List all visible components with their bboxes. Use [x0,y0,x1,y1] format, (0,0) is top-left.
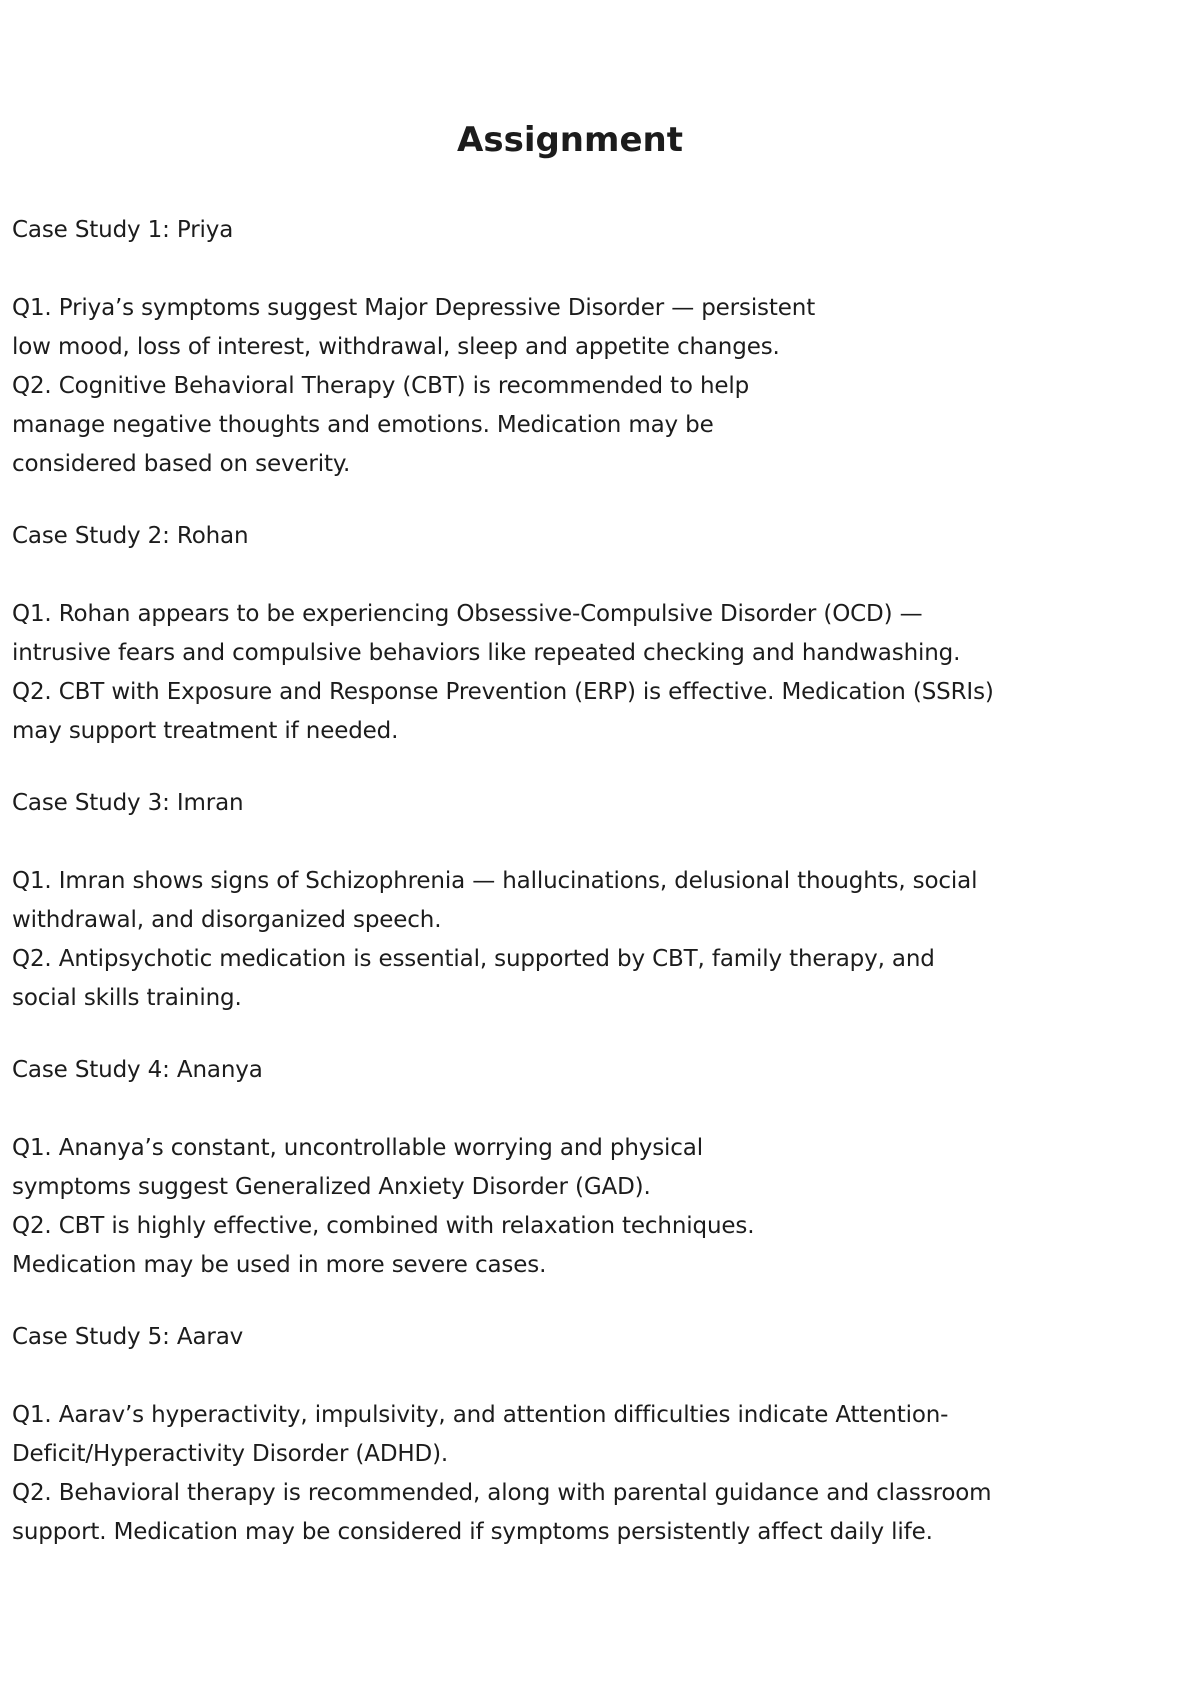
case-study-heading: Case Study 4: Ananya [12,1057,263,1083]
answer-line: support. Medication may be considered if symptoms persistently affect daily life. [12,1519,933,1545]
answer-line: social skills training. [12,985,242,1011]
case-study-answers [12,289,1194,484]
answer-line: manage negative thoughts and emotions. Medication may be [12,412,714,438]
answer-line: Deficit/Hyperactivity Disorder (ADHD). [12,1441,449,1467]
answer-line: Q2. Antipsychotic medication is essential, supported by CBT, family therapy, and [12,946,935,972]
answer-line: may support treatment if needed. [12,718,399,744]
answer-line: Medication may be used in more severe cases. [12,1252,547,1278]
answer-line: Q1. Aarav’s hyperactivity, impulsivity, and attention difficulties indicate Attention- [12,1402,949,1428]
case-study-1 [12,211,1194,517]
answer-line: Q1. Imran shows signs of Schizophrenia — hallucinations, delusional thoughts, social [12,868,978,894]
answer-line: Q2. CBT is highly effective, combined with relaxation techniques. [12,1213,755,1239]
case-study-3 [12,784,1194,1051]
answer-line: Q2. Behavioral therapy is recommended, along with parental guidance and classroom [12,1480,992,1506]
answer-line: symptoms suggest Generalized Anxiety Disorder (GAD). [12,1174,651,1200]
case-study-2 [12,517,1194,784]
case-study-answers [12,1129,1194,1285]
case-study-4 [12,1051,1194,1318]
case-study-heading: Case Study 5: Aarav [12,1324,244,1350]
case-study-heading: Case Study 1: Priya [12,217,234,243]
case-study-answers [12,595,1194,751]
answer-line: considered based on severity. [12,451,351,477]
answer-line: intrusive fears and compulsive behaviors like repeated checking and handwashing. [12,640,961,666]
answer-line: Q1. Ananya’s constant, uncontrollable worrying and physical [12,1135,703,1161]
case-study-heading: Case Study 3: Imran [12,790,244,816]
answer-line: Q2. CBT with Exposure and Response Prevention (ERP) is effective. Medication (SSRIs) [12,679,994,705]
answer-line: Q1. Priya’s symptoms suggest Major Depressive Disorder — persistent [12,295,816,321]
case-study-answers [12,1396,1194,1552]
document-title: Assignment [457,120,683,160]
case-study-answers [12,862,1194,1018]
answer-line: withdrawal, and disorganized speech. [12,907,442,933]
answer-line: Q1. Rohan appears to be experiencing Obsessive-Compulsive Disorder (OCD) — [12,601,923,627]
case-study-5 [12,1318,1194,1552]
answer-line: low mood, loss of interest, withdrawal, sleep and appetite changes. [12,334,780,360]
document-body [12,211,1194,1552]
case-study-heading: Case Study 2: Rohan [12,523,249,549]
answer-line: Q2. Cognitive Behavioral Therapy (CBT) is recommended to help [12,373,750,399]
